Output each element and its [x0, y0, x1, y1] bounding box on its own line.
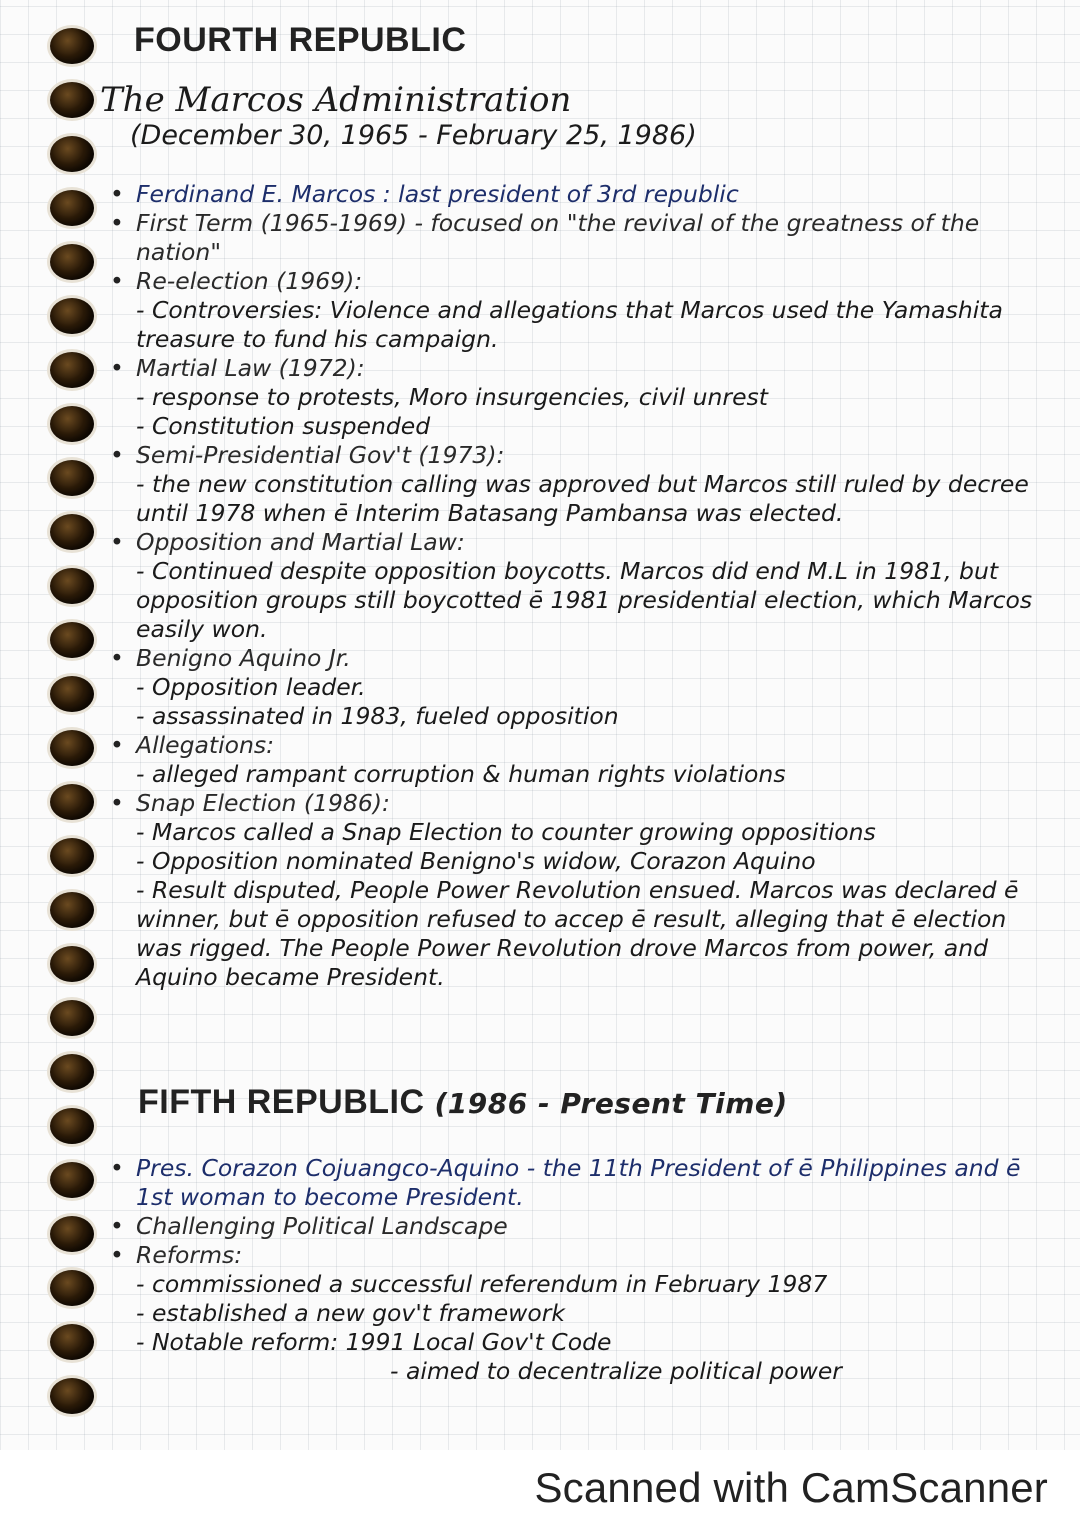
- binder-hole-icon: [50, 1054, 94, 1090]
- sub-item: - established a new gov't framework: [136, 1299, 566, 1327]
- fourth-republic-notes: [100, 180, 1040, 992]
- binder-hole-icon: [50, 514, 94, 550]
- binder-hole-icon: [50, 1216, 94, 1252]
- bullet-dot-icon: •: [110, 644, 124, 672]
- bullet-item: [100, 180, 1040, 209]
- bullet-dot-icon: •: [110, 441, 124, 469]
- bullet-item: [100, 267, 1040, 296]
- bullet-text: Opposition and Martial Law:: [136, 528, 465, 556]
- binder-hole-icon: [50, 190, 94, 226]
- bullet-dot-icon: •: [110, 1212, 124, 1240]
- sub-item: - alleged rampant corruption & human rights violations: [136, 760, 786, 788]
- bullet-text: Benigno Aquino Jr.: [136, 644, 351, 672]
- binder-hole-icon: [50, 1270, 94, 1306]
- fifth-republic-range: (1986 - Present Time): [434, 1087, 788, 1120]
- fifth-republic-heading: [138, 1080, 788, 1126]
- sub-sub-item: - aimed to decentralize political power: [390, 1357, 842, 1385]
- binder-hole-icon: [50, 1000, 94, 1036]
- sub-item: - the new constitution calling was approved but Marcos still ruled by decree until 1978 when ē Interim Batasang Pambansa was elected.: [136, 470, 1029, 527]
- sub-item: - Notable reform: 1991 Local Gov't Code: [136, 1328, 612, 1356]
- bullet-dot-icon: •: [110, 528, 124, 556]
- binder-hole-icon: [50, 784, 94, 820]
- binder-hole-icon: [50, 730, 94, 766]
- bullet-dot-icon: •: [110, 1241, 124, 1269]
- binder-hole-icon: [50, 838, 94, 874]
- sub-item: - Opposition leader.: [136, 673, 366, 701]
- bullet-item: [100, 441, 1040, 470]
- sub-item: - Constitution suspended: [136, 412, 431, 440]
- bullet-item: [100, 644, 1040, 673]
- bullet-item: [100, 731, 1040, 760]
- bullet-text: Re-election (1969):: [136, 267, 363, 295]
- binder-hole-icon: [50, 352, 94, 388]
- binder-hole-icon: [50, 298, 94, 334]
- bullet-text: Allegations:: [136, 731, 275, 759]
- bullet-item: [100, 789, 1040, 818]
- fifth-republic-title: FIFTH REPUBLIC: [138, 1083, 425, 1121]
- binder-hole-icon: [50, 82, 94, 118]
- bullet-text: Ferdinand E. Marcos : last president of 3rd republic: [136, 180, 739, 208]
- binder-hole-icon: [50, 1378, 94, 1414]
- bullet-text: Semi-Presidential Gov't (1973):: [136, 441, 505, 469]
- marcos-administration-title: The Marcos Administration: [100, 80, 572, 120]
- sub-item: - Controversies: Violence and allegations that Marcos used the Yamashita treasure to fund his campaign.: [136, 296, 1003, 353]
- sub-item: - response to protests, Moro insurgencies, civil unrest: [136, 383, 768, 411]
- bullet-text: Pres. Corazon Cojuangco-Aquino - the 11th President of ē Philippines and ē 1st woman to become President.: [136, 1154, 1021, 1211]
- bullet-dot-icon: •: [110, 1154, 124, 1182]
- binder-hole-icon: [50, 244, 94, 280]
- sub-item: - Marcos called a Snap Election to counter growing oppositions: [136, 818, 876, 846]
- sub-item: - Continued despite opposition boycotts. Marcos did end M.L in 1981, but opposition groups still boycotted ē 1981 presidential election, which Marcos easily won.: [136, 557, 1033, 643]
- bullet-dot-icon: •: [110, 789, 124, 817]
- bullet-dot-icon: •: [110, 267, 124, 295]
- binder-hole-icon: [50, 1108, 94, 1144]
- bullet-dot-icon: •: [110, 180, 124, 208]
- binder-hole-icon: [50, 1324, 94, 1360]
- bullet-dot-icon: •: [110, 731, 124, 759]
- sub-item: - Result disputed, People Power Revolution ensued. Marcos was declared ē winner, but ē opposition refused to accep ē result, alleging that ē election was rigged. The People Power Revolution drove Marcos from power, and Aquino became President.: [136, 876, 1019, 991]
- marcos-administration-dates: (December 30, 1965 - February 25, 1986): [130, 120, 697, 151]
- binder-hole-icon: [50, 1162, 94, 1198]
- bullet-text: Reforms:: [136, 1241, 243, 1269]
- binder-hole-icon: [50, 892, 94, 928]
- sub-item: - Opposition nominated Benigno's widow, Corazon Aquino: [136, 847, 816, 875]
- sub-item: - commissioned a successful referendum in February 1987: [136, 1270, 828, 1298]
- fifth-republic-notes: [100, 1154, 1040, 1386]
- bullet-item: [100, 528, 1040, 557]
- bullet-dot-icon: •: [110, 209, 124, 237]
- binder-hole-icon: [50, 460, 94, 496]
- binder-hole-icon: [50, 568, 94, 604]
- bullet-dot-icon: •: [110, 354, 124, 382]
- bullet-item: [100, 1154, 1040, 1212]
- bullet-text: Martial Law (1972):: [136, 354, 365, 382]
- scanner-footer: [0, 1450, 1080, 1528]
- binder-hole-icon: [50, 946, 94, 982]
- binder-hole-icon: [50, 136, 94, 172]
- bullet-item: [100, 1212, 1040, 1241]
- bullet-item: [100, 209, 1040, 267]
- bullet-text: First Term (1965-1969) - focused on "the revival of the greatness of the nation": [136, 209, 980, 266]
- camscanner-watermark: Scanned with CamScanner: [534, 1464, 1048, 1511]
- bullet-item: [100, 354, 1040, 383]
- binder-hole-icon: [50, 622, 94, 658]
- bullet-text: Snap Election (1986):: [136, 789, 390, 817]
- bullet-item: [100, 1241, 1040, 1270]
- sub-item: - assassinated in 1983, fueled opposition: [136, 702, 619, 730]
- binder-hole-icon: [50, 28, 94, 64]
- binder-hole-icon: [50, 406, 94, 442]
- fourth-republic-heading: FOURTH REPUBLIC: [134, 21, 467, 59]
- bullet-text: Challenging Political Landscape: [136, 1212, 508, 1240]
- binder-hole-icon: [50, 676, 94, 712]
